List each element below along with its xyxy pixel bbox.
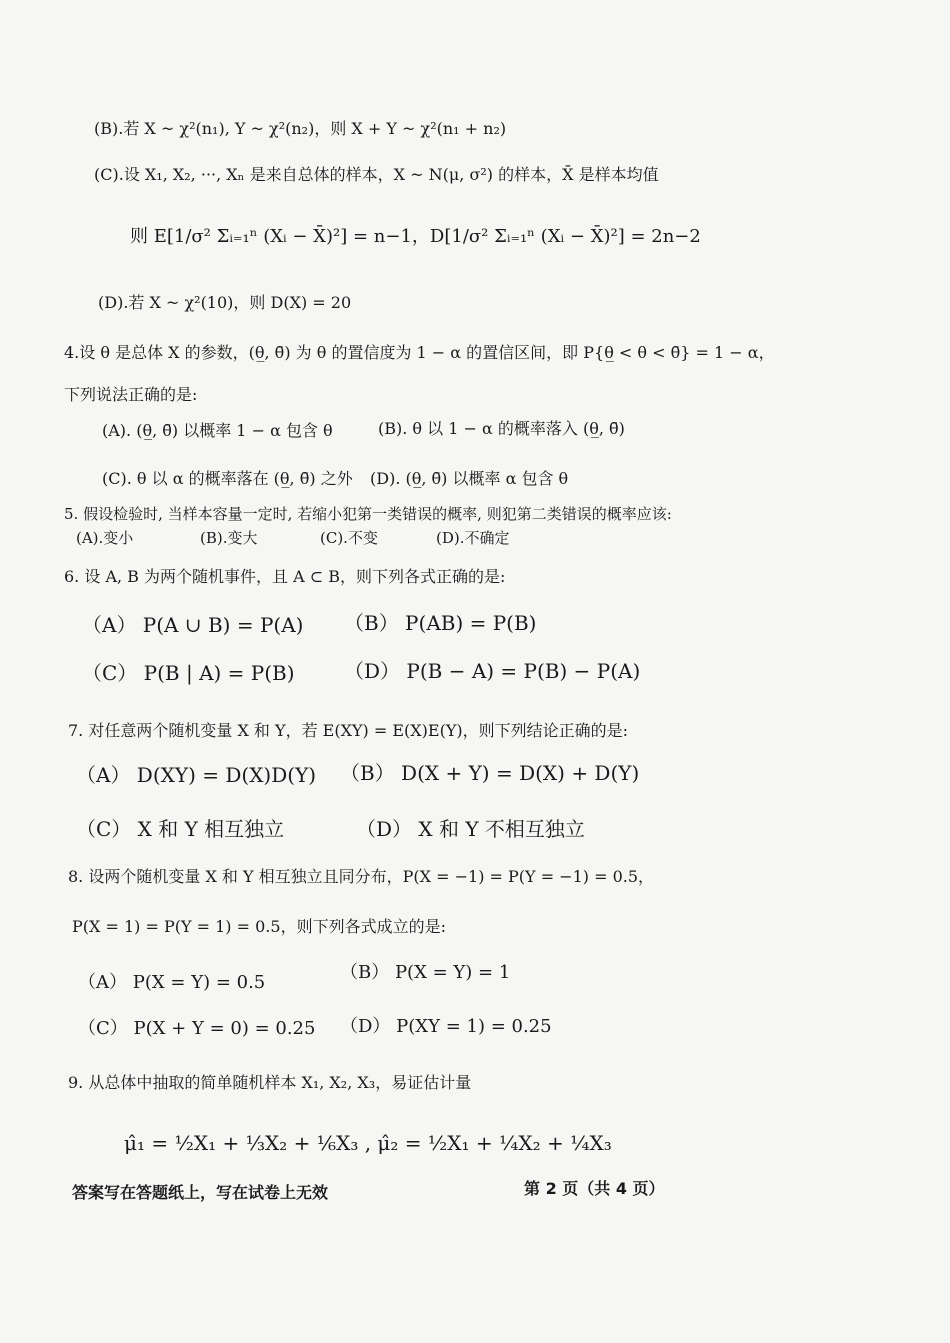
q4-stem-line1: 4.设 θ 是总体 X 的参数，(θ̲, θ̄) 为 θ 的置信度为 1 − α 的置信区间，即 P{θ̲ < θ < θ̄} = 1 − α， <box>64 343 775 362</box>
q5-option-a: (A).变小 <box>76 529 134 547</box>
q5-option-c: (C).不变 <box>320 529 378 547</box>
q8-stem-line1: 8. 设两个随机变量 X 和 Y 相互独立且同分布，P(X = −1) = P(Y = −1) = 0.5， <box>68 867 655 886</box>
q8-stem-line2: P(X = 1) = P(Y = 1) = 0.5，则下列各式成立的是: <box>72 917 446 936</box>
q7-option-c: （C） X 和 Y 相互独立 <box>76 817 285 841</box>
q6-option-d: （D） P(B − A) = P(B) − P(A) <box>344 659 641 683</box>
q9-stem: 9. 从总体中抽取的简单随机样本 X₁, X₂, X₃，易证估计量 <box>68 1073 472 1092</box>
q3-option-d: (D).若 X ~ χ²(10)，则 D(X) = 20 <box>98 293 352 312</box>
q3-option-c-line1: (C).设 X₁, X₂, ···, Xₙ 是来自总体的样本，X ~ N(μ, σ²) 的样本，X̄ 是样本均值 <box>94 165 659 184</box>
q4-option-a: (A). (θ̲, θ̄) 以概率 1 − α 包含 θ <box>102 421 333 440</box>
q7-option-b: （B） D(X + Y) = D(X) + D(Y) <box>340 761 640 785</box>
q4-option-d: (D). (θ̲, θ̄) 以概率 α 包含 θ <box>370 469 569 488</box>
q5-option-d: (D).不确定 <box>436 529 510 547</box>
q4-stem-line2: 下列说法正确的是: <box>64 385 198 404</box>
q4-option-c: (C). θ 以 α 的概率落在 (θ̲, θ̄) 之外 <box>102 469 353 488</box>
q5-stem: 5. 假设检验时, 当样本容量一定时, 若缩小犯第一类错误的概率, 则犯第二类错误的概率应该: <box>64 505 672 523</box>
q8-option-d: （D） P(XY = 1) = 0.25 <box>340 1016 552 1037</box>
q8-option-a: （A） P(X = Y) = 0.5 <box>78 972 266 993</box>
q3-option-c-line2: 则 E[1/σ² Σᵢ₌₁ⁿ (Xᵢ − X̄)²] = n−1，D[1/σ² Σᵢ₌₁ⁿ (Xᵢ − X̄)²] = 2n−2 <box>130 226 701 247</box>
footer-page-number: 第 2 页（共 4 页） <box>524 1179 665 1198</box>
q5-option-b: (B).变大 <box>200 529 258 547</box>
q7-option-d: （D） X 和 Y 不相互独立 <box>356 817 585 841</box>
q7-option-a: （A） D(XY) = D(X)D(Y) <box>76 763 317 787</box>
q7-stem: 7. 对任意两个随机变量 X 和 Y，若 E(XY) = E(X)E(Y)，则下列结论正确的是: <box>68 721 629 740</box>
q4-option-b: (B). θ 以 1 − α 的概率落入 (θ̲, θ̄) <box>378 419 625 438</box>
q9-formula: μ̂₁ = ½X₁ + ⅓X₂ + ⅙X₃ , μ̂₂ = ½X₁ + ¼X₂ + ¼X₃ <box>124 1131 612 1155</box>
q6-option-c: （C） P(B | A) = P(B) <box>82 661 295 685</box>
q6-option-b: （B） P(AB) = P(B) <box>344 611 537 635</box>
q8-option-b: （B） P(X = Y) = 1 <box>340 962 511 983</box>
q6-option-a: （A） P(A ∪ B) = P(A) <box>82 613 304 637</box>
q8-option-c: （C） P(X + Y = 0) = 0.25 <box>78 1018 316 1039</box>
q6-stem: 6. 设 A, B 为两个随机事件，且 A ⊂ B，则下列各式正确的是: <box>64 567 506 586</box>
footer-note: 答案写在答题纸上，写在试卷上无效 <box>72 1183 329 1202</box>
q3-option-b: (B).若 X ~ χ²(n₁), Y ~ χ²(n₂)，则 X + Y ~ χ²(n₁ + n₂) <box>94 119 507 138</box>
